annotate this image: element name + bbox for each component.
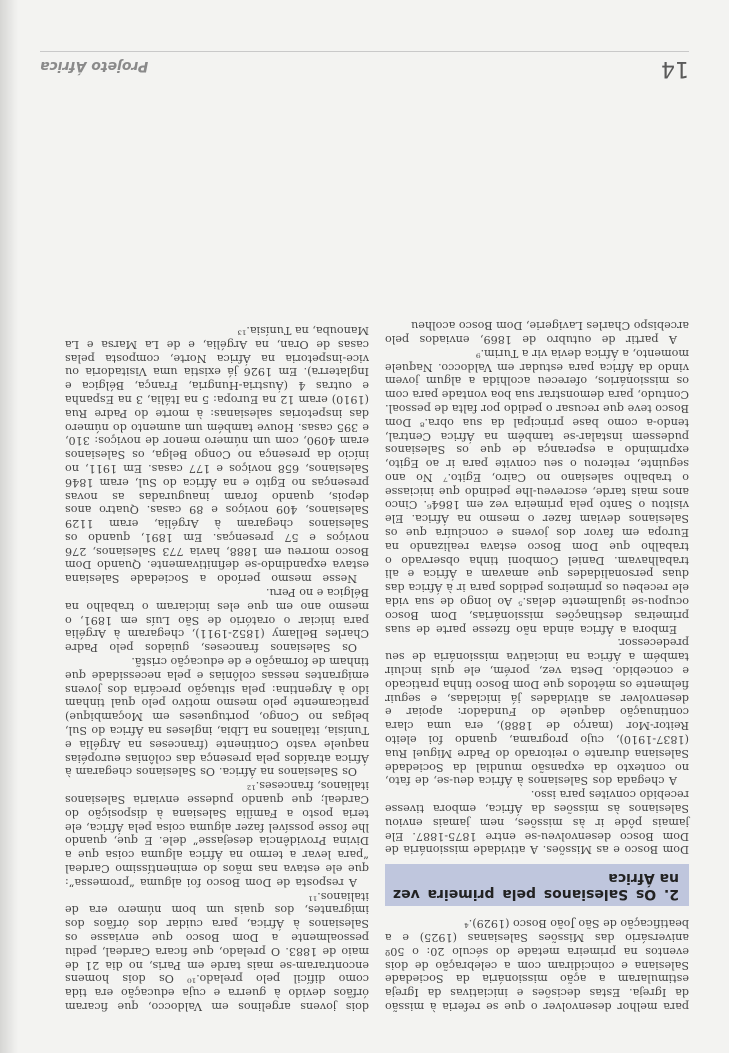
page-number: 14 — [661, 56, 689, 81]
section-heading: 2. Os Salesianos pela primeira vez na África — [385, 864, 689, 906]
paragraph: A resposta de Dom Bosco foi alguma “promessa”: que ele estava nas mãos do eminentíssimo Cardeal “para levar a termo na África alguma coisa que a Divina Providência desejasse” dele. E que, quando lhe fosse possível fazer alguma coisa pela África, ele teria posto a Família Salesiana à disposição do Cardeal; que quando pudesse enviaria Salesianos italianos, franceses.¹² — [65, 779, 369, 889]
page-edge-shadow — [0, 0, 18, 1053]
paragraph: Embora a África ainda não fizesse parte de suas primeiras destinações missionárias, Dom Bosco ocupou-se igualmente delas.⁵ Ao longo de sua vida ele recebeu os primeiros pedidos para ir à África das duas personalidades que amavam a África e ali trabalhavam. Daniel Comboni tinha observado o trabalho que Dom Bosco estava realizando na Europa em favor dos jovens e concluíra que os Salesianos deviam fazer o mesmo na África. Ele visitou o Santo pela primeira vez em 1864⁶. Cinco anos mais tarde, escreveu-lhe pedindo que iniciasse o trabalho salesiano no Cairo, Egito.⁷ No ano seguinte, reiterou o seu convite para ir ao Egito, exprimindo a esperança de que os Salesianos pudessem instalar-se também na África Central, tendo-a como base principal da sua obra.⁸ Dom Bosco teve que recusar o pedido por falta de pessoal. Contudo, para demonstrar sua boa vontade para com os missionários, ofereceu acolhida a algum jovem vindo da África para estudar em Valdocco. Naquele momento, a África devia vir a Turim.⁹ — [385, 346, 689, 636]
right-column — [65, 323, 369, 1013]
left-column — [385, 318, 689, 1013]
paragraph: A chegada dos Salesianos à África deu-se, de fato, no contexto da expansão mundial da Sociedade Salesiana durante o reitorado do Padre Miguel Rua (1837-1910), cujo programa, quando foi eleito Reitor-Mor (março de 1888), era uma clara continuação daquele do Fundador: apoiar e desenvolver as atividades já iniciadas, e seguir fielmente os métodos que Dom Bosco tinha praticado e concebido. Desta vez, porém, ele quis incluir também a África na iniciativa missionária de seu predecessor. — [385, 636, 689, 788]
paragraph: Dom Bosco e as Missões. A atividade missionária de Dom Bosco desenvolveu-se entre 1875-1887. Ele jamais pôde ir às missões, nem jamais enviou Salesianos às missões da África, embora tivesse recebido convites para isso. — [385, 788, 689, 857]
running-title: Projeto África — [40, 58, 149, 74]
paragraph: dois jovens argelinos em Valdocco, que ficaram órfãos devido à guerra e cuja educação era tida como difícil pelo prelado.¹⁰ Os dois homens encontraram-se mais tarde em Paris, no dia 21 de maio de 1883. O prelado, que ficara Cardeal, pediu pessoalmente a Dom Bosco que enviasse os Salesianos à África, para cuidar dos órfãos dos imigrantes, dos quais um bom número era de italianos.¹¹ — [65, 889, 369, 1013]
paragraph: A partir de outubro de 1869, enviados pelo arcebispo Charles Lavigerie, Dom Bosco acolheu — [385, 319, 689, 346]
paragraph: para melhor desenvolver o que se referia à missão da Igreja. Estas decisões e iniciativas da Igreja estimularam a ação missionária da Sociedade Salesiana e coincidiram com a celebração de dois eventos na primeira metade do século 20: o 50º aniversário das Missões Salesianas (1925) e a beatificação de São João Bosco (1929).⁴ — [385, 917, 689, 1013]
page-header — [40, 51, 689, 81]
paragraph: Os Salesianos na África. Os Salesianos chegaram à África atraídos pela presença das colônias européias naquele vasto Continente (franceses na Argélia e Tunísia, italianos na Líbia, ingleses na África do Sul, belgas no Congo, portugueses em Moçambique) praticamente pelo mesmo motivo pelo qual tinham ido à Argentina: pela situação precária dos jovens emigrantes nessas colônias e pela necessidade que tinham de formação e de educação cristã. — [65, 655, 369, 779]
paragraph: Nesse mesmo período a Sociedade Salesiana estava expandindo-se definitivamente. Quando Dom Bosco morreu em 1888, havia 773 Salesianos, 276 noviços e 57 presenças. Em 1891, quando os Salesianos chegaram à Argélia, eram 1129 Salesianos, 409 noviços e 89 casas. Quatro anos depois, quando foram inauguradas as novas presenças no Egito e na África do Sul, eram 1846 Salesianos, 658 noviços e 177 casas. Em 1911, no início da presença no Congo Belga, os Salesianos eram 4090, com um número menor de noviços: 310, e 395 casas. Houve também um aumento do número das inspetorias salesianas: à morte do Padre Rua (1910) eram 12 na Europa: 5 na Itália, 3 na Espanha e outras 4 (Áustria-Hungria, França, Bélgica e Inglaterra). Em 1926 já existia uma Visitadoria ou vice-inspetoria na África Norte, composta pelas casas de Oran, na Argélia, e de La Marsa e La Manouba, na Tunísia.¹³ — [65, 323, 369, 586]
paragraph: Os Salesianos franceses, guiados pelo Padre Charles Bellamy (1852-1911), chegaram à Argélia para iniciar o oratório de São Luís em 1891, o mesmo ano em que eles iniciaram o trabalho na Bélgica e no Peru. — [65, 586, 369, 655]
